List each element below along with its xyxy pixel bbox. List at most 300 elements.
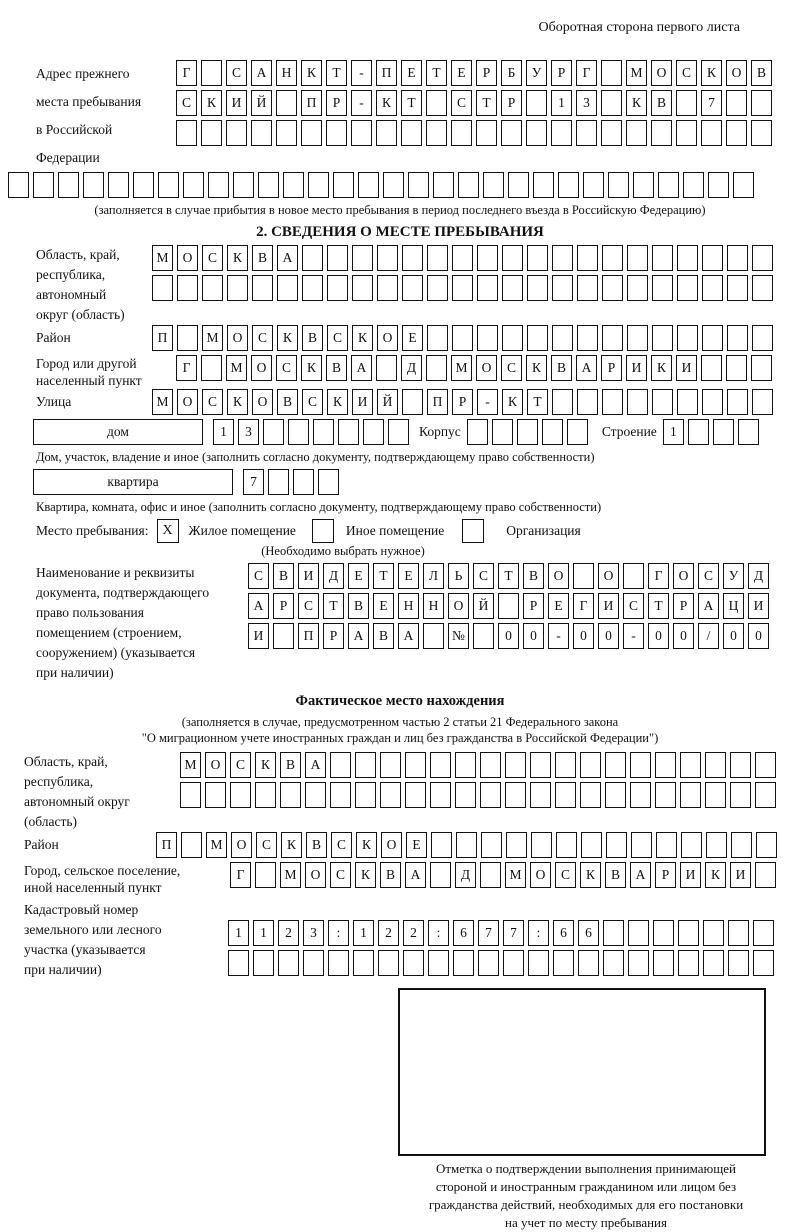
char-cell[interactable]: О	[305, 862, 326, 888]
char-cell[interactable]	[338, 419, 359, 445]
char-cell[interactable]	[433, 172, 454, 198]
char-cell[interactable]	[480, 782, 501, 808]
char-cell[interactable]	[268, 469, 289, 495]
char-cell[interactable]	[402, 275, 423, 301]
char-cell[interactable]: 1	[253, 920, 274, 946]
char-cell[interactable]	[467, 419, 488, 445]
char-cell[interactable]	[152, 275, 173, 301]
char-cell[interactable]	[377, 275, 398, 301]
char-cell[interactable]	[626, 120, 647, 146]
char-cell[interactable]	[253, 950, 274, 976]
char-cell[interactable]: Й	[251, 90, 272, 116]
char-cell[interactable]	[630, 782, 651, 808]
char-cell[interactable]	[252, 275, 273, 301]
char-cell[interactable]: К	[352, 325, 373, 351]
char-cell[interactable]: О	[673, 563, 694, 589]
char-cell[interactable]	[328, 950, 349, 976]
char-cell[interactable]	[580, 752, 601, 778]
char-cell[interactable]: К	[376, 90, 397, 116]
char-cell[interactable]	[702, 325, 723, 351]
char-cell[interactable]	[751, 90, 772, 116]
char-cell[interactable]: 1	[213, 419, 234, 445]
char-cell[interactable]: Р	[476, 60, 497, 86]
char-cell[interactable]	[83, 172, 104, 198]
char-cell[interactable]: Г	[573, 593, 594, 619]
char-cell[interactable]	[318, 469, 339, 495]
char-cell[interactable]	[755, 782, 776, 808]
char-cell[interactable]: В	[380, 862, 401, 888]
char-cell[interactable]	[577, 275, 598, 301]
char-cell[interactable]	[452, 325, 473, 351]
char-cell[interactable]: Р	[326, 90, 347, 116]
char-cell[interactable]: Д	[401, 355, 422, 381]
char-cell[interactable]: О	[651, 60, 672, 86]
char-cell[interactable]: М	[152, 245, 173, 271]
char-cell[interactable]: С	[256, 832, 277, 858]
char-cell[interactable]	[408, 172, 429, 198]
char-cell[interactable]	[655, 782, 676, 808]
char-cell[interactable]: 0	[723, 623, 744, 649]
char-cell[interactable]: А	[576, 355, 597, 381]
char-cell[interactable]: С	[555, 862, 576, 888]
char-cell[interactable]: А	[277, 245, 298, 271]
char-cell[interactable]: О	[231, 832, 252, 858]
char-cell[interactable]: О	[252, 389, 273, 415]
char-cell[interactable]	[577, 245, 598, 271]
char-cell[interactable]	[602, 245, 623, 271]
char-cell[interactable]	[752, 275, 773, 301]
char-cell[interactable]	[431, 832, 452, 858]
char-cell[interactable]: П	[298, 623, 319, 649]
char-cell[interactable]: Г	[648, 563, 669, 589]
char-cell[interactable]	[430, 862, 451, 888]
char-cell[interactable]: И	[676, 355, 697, 381]
char-cell[interactable]: Т	[401, 90, 422, 116]
char-cell[interactable]	[305, 782, 326, 808]
char-cell[interactable]: 3	[238, 419, 259, 445]
char-cell[interactable]: М	[505, 862, 526, 888]
char-cell[interactable]: О	[548, 563, 569, 589]
char-cell[interactable]	[726, 90, 747, 116]
char-cell[interactable]	[423, 623, 444, 649]
char-cell[interactable]: С	[302, 389, 323, 415]
char-cell[interactable]: С	[451, 90, 472, 116]
char-cell[interactable]	[33, 172, 54, 198]
char-cell[interactable]: О	[530, 862, 551, 888]
char-cell[interactable]	[702, 275, 723, 301]
char-cell[interactable]	[567, 419, 588, 445]
char-cell[interactable]: М	[206, 832, 227, 858]
char-cell[interactable]	[255, 782, 276, 808]
char-cell[interactable]	[498, 593, 519, 619]
char-cell[interactable]	[728, 920, 749, 946]
char-cell[interactable]: 7	[243, 469, 264, 495]
char-cell[interactable]: И	[352, 389, 373, 415]
char-cell[interactable]	[733, 172, 754, 198]
char-cell[interactable]	[401, 120, 422, 146]
char-cell[interactable]: К	[580, 862, 601, 888]
char-cell[interactable]	[351, 120, 372, 146]
char-cell[interactable]	[713, 419, 734, 445]
char-cell[interactable]: О	[598, 563, 619, 589]
char-cell[interactable]	[683, 172, 704, 198]
char-cell[interactable]	[477, 275, 498, 301]
char-cell[interactable]: К	[502, 389, 523, 415]
char-cell[interactable]	[288, 419, 309, 445]
char-cell[interactable]: М	[202, 325, 223, 351]
char-cell[interactable]: 0	[573, 623, 594, 649]
char-cell[interactable]	[376, 120, 397, 146]
char-cell[interactable]	[731, 832, 752, 858]
char-cell[interactable]: К	[701, 60, 722, 86]
char-cell[interactable]	[652, 389, 673, 415]
char-cell[interactable]: Р	[655, 862, 676, 888]
char-cell[interactable]: Р	[273, 593, 294, 619]
char-cell[interactable]	[233, 172, 254, 198]
char-cell[interactable]	[677, 245, 698, 271]
char-cell[interactable]: -	[477, 389, 498, 415]
char-cell[interactable]: П	[301, 90, 322, 116]
char-cell[interactable]: 7	[478, 920, 499, 946]
char-cell[interactable]	[623, 563, 644, 589]
char-cell[interactable]	[205, 782, 226, 808]
char-cell[interactable]	[656, 832, 677, 858]
char-cell[interactable]	[677, 325, 698, 351]
char-cell[interactable]	[705, 782, 726, 808]
char-cell[interactable]	[426, 90, 447, 116]
char-cell[interactable]	[751, 355, 772, 381]
char-cell[interactable]: И	[730, 862, 751, 888]
char-cell[interactable]: М	[451, 355, 472, 381]
char-cell[interactable]	[530, 782, 551, 808]
char-cell[interactable]: С	[230, 752, 251, 778]
char-cell[interactable]	[208, 172, 229, 198]
char-cell[interactable]: 0	[523, 623, 544, 649]
char-cell[interactable]	[753, 950, 774, 976]
char-cell[interactable]: Т	[476, 90, 497, 116]
char-cell[interactable]: Р	[501, 90, 522, 116]
char-cell[interactable]: 6	[553, 920, 574, 946]
char-cell[interactable]	[631, 832, 652, 858]
char-cell[interactable]: Й	[473, 593, 494, 619]
char-cell[interactable]	[533, 172, 554, 198]
char-cell[interactable]	[430, 782, 451, 808]
char-cell[interactable]: Н	[276, 60, 297, 86]
char-cell[interactable]	[752, 325, 773, 351]
char-cell[interactable]	[403, 950, 424, 976]
char-cell[interactable]	[553, 950, 574, 976]
char-cell[interactable]	[730, 782, 751, 808]
char-cell[interactable]	[427, 245, 448, 271]
char-cell[interactable]	[555, 782, 576, 808]
char-cell[interactable]	[276, 120, 297, 146]
char-cell[interactable]: И	[598, 593, 619, 619]
char-cell[interactable]	[180, 782, 201, 808]
char-cell[interactable]	[8, 172, 29, 198]
char-cell[interactable]: Т	[648, 593, 669, 619]
char-cell[interactable]	[676, 120, 697, 146]
char-cell[interactable]: О	[205, 752, 226, 778]
char-cell[interactable]: А	[398, 623, 419, 649]
char-cell[interactable]	[602, 325, 623, 351]
char-cell[interactable]: И	[626, 355, 647, 381]
char-cell[interactable]	[177, 325, 198, 351]
char-cell[interactable]	[706, 832, 727, 858]
char-cell[interactable]: И	[680, 862, 701, 888]
char-cell[interactable]	[652, 275, 673, 301]
char-cell[interactable]: Й	[377, 389, 398, 415]
char-cell[interactable]	[526, 120, 547, 146]
char-cell[interactable]: Г	[576, 60, 597, 86]
char-cell[interactable]: 0	[648, 623, 669, 649]
char-cell[interactable]: А	[305, 752, 326, 778]
char-cell[interactable]	[602, 389, 623, 415]
char-cell[interactable]: Т	[498, 563, 519, 589]
char-cell[interactable]: 0	[598, 623, 619, 649]
char-cell[interactable]	[352, 275, 373, 301]
char-cell[interactable]: П	[152, 325, 173, 351]
char-cell[interactable]: 6	[578, 920, 599, 946]
char-cell[interactable]	[355, 752, 376, 778]
char-cell[interactable]: 7	[503, 920, 524, 946]
char-cell[interactable]: Е	[406, 832, 427, 858]
char-cell[interactable]	[477, 245, 498, 271]
char-cell[interactable]	[681, 832, 702, 858]
char-cell[interactable]	[703, 920, 724, 946]
char-cell[interactable]: А	[348, 623, 369, 649]
char-cell[interactable]	[583, 172, 604, 198]
char-cell[interactable]	[283, 172, 304, 198]
char-cell[interactable]	[606, 832, 627, 858]
char-cell[interactable]: Е	[373, 593, 394, 619]
char-cell[interactable]: К	[526, 355, 547, 381]
char-cell[interactable]: Е	[348, 563, 369, 589]
char-cell[interactable]	[480, 862, 501, 888]
char-cell[interactable]: Е	[398, 563, 419, 589]
char-cell[interactable]	[580, 782, 601, 808]
char-cell[interactable]	[756, 832, 777, 858]
char-cell[interactable]: О	[177, 389, 198, 415]
char-cell[interactable]	[326, 120, 347, 146]
char-cell[interactable]	[505, 782, 526, 808]
char-cell[interactable]: К	[327, 389, 348, 415]
char-cell[interactable]: В	[373, 623, 394, 649]
char-cell[interactable]: О	[448, 593, 469, 619]
char-cell[interactable]	[680, 752, 701, 778]
char-cell[interactable]	[555, 752, 576, 778]
char-cell[interactable]: С	[331, 832, 352, 858]
char-cell[interactable]: С	[698, 563, 719, 589]
char-cell[interactable]	[201, 355, 222, 381]
char-cell[interactable]: 1	[353, 920, 374, 946]
char-cell[interactable]	[278, 950, 299, 976]
char-cell[interactable]	[752, 389, 773, 415]
char-cell[interactable]: Т	[326, 60, 347, 86]
char-cell[interactable]	[603, 920, 624, 946]
char-cell[interactable]	[677, 275, 698, 301]
char-cell[interactable]	[688, 419, 709, 445]
char-cell[interactable]: /	[698, 623, 719, 649]
char-cell[interactable]	[751, 120, 772, 146]
char-cell[interactable]: Т	[373, 563, 394, 589]
char-cell[interactable]: А	[698, 593, 719, 619]
char-cell[interactable]	[352, 245, 373, 271]
char-cell[interactable]: У	[526, 60, 547, 86]
char-cell[interactable]	[502, 325, 523, 351]
char-cell[interactable]: В	[280, 752, 301, 778]
char-cell[interactable]	[678, 950, 699, 976]
char-cell[interactable]	[177, 275, 198, 301]
char-cell[interactable]: И	[226, 90, 247, 116]
char-cell[interactable]: Л	[423, 563, 444, 589]
char-cell[interactable]	[388, 419, 409, 445]
char-cell[interactable]: Е	[401, 60, 422, 86]
char-cell[interactable]	[738, 419, 759, 445]
char-cell[interactable]	[302, 275, 323, 301]
char-cell[interactable]	[601, 60, 622, 86]
char-cell[interactable]: В	[751, 60, 772, 86]
char-cell[interactable]: С	[226, 60, 247, 86]
char-cell[interactable]	[480, 752, 501, 778]
char-cell[interactable]	[333, 172, 354, 198]
char-cell[interactable]	[427, 325, 448, 351]
char-cell[interactable]: Г	[176, 355, 197, 381]
char-cell[interactable]	[481, 832, 502, 858]
char-cell[interactable]	[176, 120, 197, 146]
char-cell[interactable]	[552, 325, 573, 351]
char-cell[interactable]	[701, 355, 722, 381]
char-cell[interactable]: С	[202, 245, 223, 271]
char-cell[interactable]	[542, 419, 563, 445]
checkbox-inoe[interactable]	[312, 519, 334, 543]
char-cell[interactable]	[527, 245, 548, 271]
char-cell[interactable]	[263, 419, 284, 445]
char-cell[interactable]: М	[226, 355, 247, 381]
char-cell[interactable]	[202, 275, 223, 301]
char-cell[interactable]	[680, 782, 701, 808]
char-cell[interactable]	[730, 752, 751, 778]
char-cell[interactable]: 7	[701, 90, 722, 116]
char-cell[interactable]	[181, 832, 202, 858]
char-cell[interactable]: 2	[403, 920, 424, 946]
char-cell[interactable]: В	[302, 325, 323, 351]
char-cell[interactable]	[603, 950, 624, 976]
char-cell[interactable]	[452, 275, 473, 301]
char-cell[interactable]: С	[248, 563, 269, 589]
char-cell[interactable]	[752, 245, 773, 271]
char-cell[interactable]	[476, 120, 497, 146]
char-cell[interactable]	[353, 950, 374, 976]
char-cell[interactable]	[728, 950, 749, 976]
char-cell[interactable]: Е	[402, 325, 423, 351]
char-cell[interactable]: У	[723, 563, 744, 589]
char-cell[interactable]: Р	[601, 355, 622, 381]
char-cell[interactable]	[577, 325, 598, 351]
char-cell[interactable]	[551, 120, 572, 146]
char-cell[interactable]: Ь	[448, 563, 469, 589]
char-cell[interactable]	[327, 275, 348, 301]
char-cell[interactable]	[605, 752, 626, 778]
char-cell[interactable]: 0	[498, 623, 519, 649]
char-cell[interactable]	[426, 355, 447, 381]
char-cell[interactable]	[377, 245, 398, 271]
char-cell[interactable]	[301, 120, 322, 146]
char-cell[interactable]: О	[476, 355, 497, 381]
char-cell[interactable]: И	[248, 623, 269, 649]
char-cell[interactable]	[502, 245, 523, 271]
char-cell[interactable]: С	[676, 60, 697, 86]
char-cell[interactable]	[702, 245, 723, 271]
char-cell[interactable]	[230, 782, 251, 808]
char-cell[interactable]: А	[405, 862, 426, 888]
char-cell[interactable]	[478, 950, 499, 976]
char-cell[interactable]	[705, 752, 726, 778]
char-cell[interactable]: М	[180, 752, 201, 778]
char-cell[interactable]	[602, 275, 623, 301]
char-cell[interactable]: С	[623, 593, 644, 619]
char-cell[interactable]: О	[377, 325, 398, 351]
char-cell[interactable]: В	[273, 563, 294, 589]
char-cell[interactable]: К	[277, 325, 298, 351]
char-cell[interactable]: Р	[523, 593, 544, 619]
char-cell[interactable]	[458, 172, 479, 198]
char-cell[interactable]	[358, 172, 379, 198]
char-cell[interactable]	[451, 120, 472, 146]
char-cell[interactable]	[658, 172, 679, 198]
char-cell[interactable]: 1	[663, 419, 684, 445]
char-cell[interactable]: 2	[278, 920, 299, 946]
char-cell[interactable]	[473, 623, 494, 649]
char-cell[interactable]	[677, 389, 698, 415]
char-cell[interactable]: Р	[673, 593, 694, 619]
char-cell[interactable]	[531, 832, 552, 858]
char-cell[interactable]	[601, 90, 622, 116]
char-cell[interactable]: В	[252, 245, 273, 271]
char-cell[interactable]	[627, 275, 648, 301]
char-cell[interactable]: Д	[323, 563, 344, 589]
char-cell[interactable]	[378, 950, 399, 976]
char-cell[interactable]: Г	[176, 60, 197, 86]
char-cell[interactable]	[528, 950, 549, 976]
char-cell[interactable]	[227, 275, 248, 301]
char-cell[interactable]	[456, 832, 477, 858]
char-cell[interactable]	[502, 275, 523, 301]
char-cell[interactable]: С	[298, 593, 319, 619]
char-cell[interactable]: В	[605, 862, 626, 888]
char-cell[interactable]: П	[156, 832, 177, 858]
char-cell[interactable]: С	[327, 325, 348, 351]
char-cell[interactable]	[526, 90, 547, 116]
char-cell[interactable]: Т	[527, 389, 548, 415]
char-cell[interactable]	[355, 782, 376, 808]
char-cell[interactable]: №	[448, 623, 469, 649]
char-cell[interactable]	[258, 172, 279, 198]
char-cell[interactable]	[228, 950, 249, 976]
char-cell[interactable]: 3	[303, 920, 324, 946]
char-cell[interactable]	[452, 245, 473, 271]
char-cell[interactable]	[628, 950, 649, 976]
char-cell[interactable]	[727, 325, 748, 351]
char-cell[interactable]	[453, 950, 474, 976]
char-cell[interactable]	[276, 90, 297, 116]
char-cell[interactable]	[727, 245, 748, 271]
char-cell[interactable]	[527, 325, 548, 351]
char-cell[interactable]	[402, 245, 423, 271]
char-cell[interactable]	[558, 172, 579, 198]
char-cell[interactable]: А	[248, 593, 269, 619]
char-cell[interactable]	[726, 120, 747, 146]
char-cell[interactable]: В	[306, 832, 327, 858]
